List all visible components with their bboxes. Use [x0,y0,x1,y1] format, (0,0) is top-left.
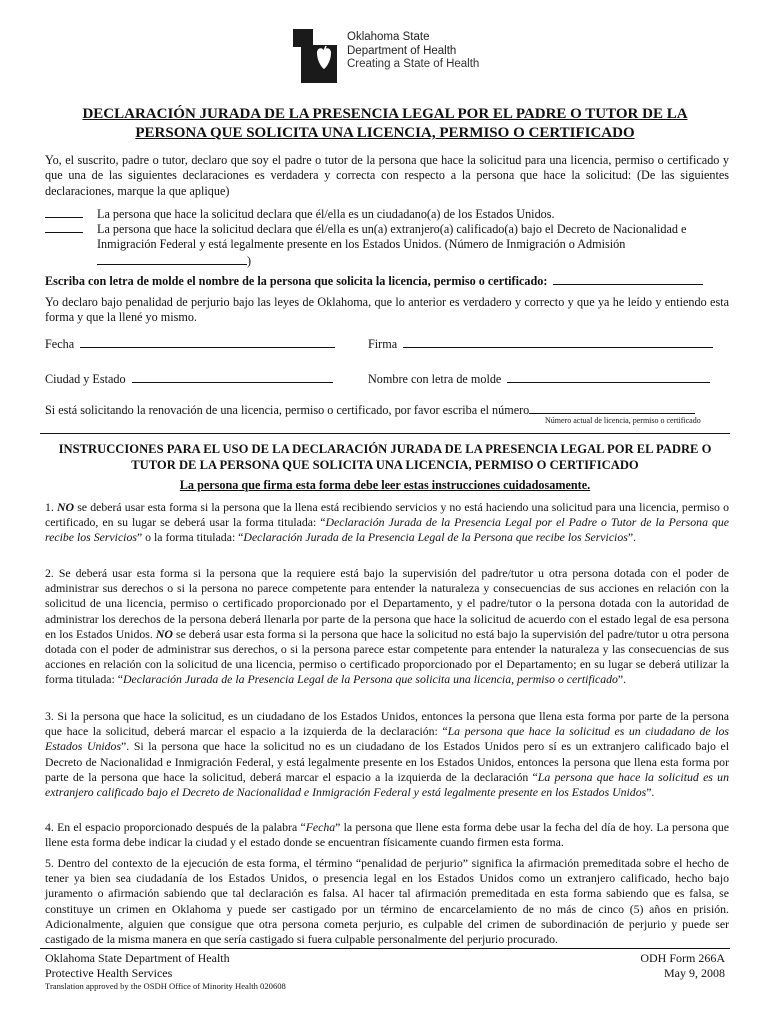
footer-left [45,951,230,981]
instruction-1-number: 1. [45,500,54,514]
instructions-title-line-1: INSTRUCCIONES PARA EL USO DE LA DECLARACIÓN JURADA DE LA PRESENCIA LEGAL POR EL PADRE O [58,442,712,456]
signature-label: Firma [368,337,398,351]
form-number: ODH Form 266A [640,951,725,965]
instructions-title [40,441,730,473]
city-state-label: Ciudad y Estado [45,372,126,386]
print-name-label: Escriba con letra de molde el nombre de la persona que solicita la licencia, permiso o certificado: [45,274,548,288]
option-qualified-alien [45,222,729,269]
date-row [45,335,335,352]
instruction-3-text-c: ”. [646,785,655,800]
option-citizen-text: La persona que hace la solicitud declara que él/ella es un ciudadano(a) de los Estados Unidos. [97,207,555,221]
instruction-1-form-title-2: Declaración Jurada de la Presencia Legal de la Persona que recibe los Servicios [243,530,628,545]
print-name-field[interactable] [553,272,703,285]
print-name-row [45,272,703,289]
footer-divider [40,948,730,949]
org-line-2: Department of Health [347,44,457,57]
instruction-4-date-word: Fecha [305,820,336,834]
admission-number-field[interactable] [97,253,247,265]
instruction-2-text-a: Se deberá usar esta forma si la persona que la requiere está bajo la supervisión del padre/tutor u otra persona dotada con el poder de administrar sus derechos o si la persona no parece competente para entender la naturaleza y consecuencias de sus acciones en relación con la solicitud de una licencia, permiso o certificado proporcionado por el Departamento, y el padre/tutor o la persona dotada con la autoridad de administrar los derechos de la persona deberá llenarla por parte de la persona que hace la solicitud de acuerdo con el estado legal de esa persona en los Estados Unidos. [45,566,729,641]
oklahoma-state-icon [291,27,339,85]
instruction-1-emphasis: NO [57,500,75,514]
form-title [40,105,730,143]
checkbox-line-alien[interactable] [45,232,83,233]
printed-name-label: Nombre con letra de molde [368,372,502,386]
osdh-logo [291,27,491,89]
instruction-4 [45,820,729,850]
instruction-2-form-title: Declaración Jurada de la Presencia Legal de la Persona que solicita una licencia, permiso o certificado [122,672,618,687]
form-title-line-1: DECLARACIÓN JURADA DE LA PRESENCIA LEGAL POR EL PADRE O TUTOR DE LA [82,106,688,122]
instruction-1-text-c: ”. [627,530,637,545]
instruction-2-emphasis: NO [155,626,173,641]
instructions-title-line-2: TUTOR DE LA PERSONA QUE SOLICITA UNA LICENCIA, PERMISO O CERTIFICADO [131,458,639,472]
instruction-3-statement-1: La persona que hace la solicitud es un ciudadano de los Estados Unidos [45,724,729,754]
instruction-5 [45,856,729,947]
printed-name-field[interactable] [507,370,710,383]
instruction-1-form-title-1: Declaración Jurada de la Presencia Legal por el Padre o Tutor de la Persona que recibe los Servicios [45,515,729,545]
instruction-2-number: 2. [45,566,54,580]
instruction-4-text-b: ” la persona que llene esta forma debe usar la fecha del día de hoy. La persona que llene esta forma debe indicar la ciudad y el estado donde se encuentran físicamente cuando firmen esta forma. [45,820,729,850]
instruction-3-text-a: Si la persona que hace la solicitud, es un ciudadano de los Estados Unidos, entonces la persona que llena esta forma por parte de la persona que hace la solicitud, deberá marcar el espacio a la izquierda de la declaración: “ [45,709,730,739]
signature-field[interactable] [403,335,713,348]
instruction-2-text-b: se deberá usar esta forma si la persona que hace la solicitud no está bajo la supervisión del padre/tutor u otra persona dotada con el poder de administrar sus derechos, o si la persona parece estar competente para entender la naturaleza y las consecuencias de sus acciones en relación con la solicitud de una licencia, permiso o certificado proporcionado por el Departamento; en su lugar se deberá utilizar la forma titulada: “ [45,626,730,687]
instruction-1 [45,500,729,546]
organization-name [347,31,479,72]
footer-right [640,951,725,981]
footer-division: Protective Health Services [45,966,173,980]
instruction-1-text-b: ” o la forma titulada: “ [136,530,244,545]
option-alien-closing: ) [247,253,252,268]
org-line-1: Oklahoma State [347,31,430,43]
footer-department: Oklahoma State Department of Health [45,951,230,965]
renewal-label: Si está solicitando la renovación de una licencia, permiso o certificado, por favor escriba el número [45,403,530,417]
intro-paragraph: Yo, el suscrito, padre o tutor, declaro que soy el padre o tutor de la persona que hace la solicitud para una licencia, permiso o certificado y que una de las siguientes declaraciones es verdadera y correcta con respecto a la persona que hace la solicitud: (De las siguientes declaraciones, marque la que aplique) [45,153,729,198]
instruction-3-text-b: ”. Si la persona que hace la solicitud no es un ciudadano de los Estados Unidos pero sí es un extranjero calificado bajo el Decreto de Nacionalidad e Inmigración Federal, y está legalmente presente en los Estados Unidos, entonces la persona que llena esta forma por parte de la persona que hace la solicitud, deberá marcar el espacio a la izquierda de la declaración “ [45,739,729,784]
footer-translation-note: Translation approved by the OSDH Office of Minority Health 020608 [45,981,286,991]
instruction-4-text-a: En el espacio proporcionado después de la palabra “ [57,820,306,834]
perjury-statement: Yo declaro bajo penalidad de perjurio bajo las leyes de Oklahoma, que lo anterior es verdadero y correcto y que ya he leído y entiendo esta forma y que la llené yo mismo. [45,295,729,325]
org-tagline: Creating a State of Health [347,58,480,70]
instruction-2 [45,566,729,688]
instruction-1-text-a: se deberá usar esta forma si la persona que la llena está recibiendo servicios y no está haciendo una solicitud para una licencia, permiso o certificado, en su lugar se deberá usar la forma titulada: “ [45,500,729,530]
license-number-field[interactable] [529,401,695,414]
option-citizen [45,207,729,222]
date-field[interactable] [80,335,335,348]
renewal-caption: Número actual de licencia, permiso o certificado [545,416,701,425]
instruction-3 [45,709,729,800]
instruction-3-number: 3. [45,709,54,723]
form-title-line-2: PERSONA QUE SOLICITA UNA LICENCIA, PERMISO O CERTIFICADO [135,125,635,141]
instruction-2-text-c: ”. [617,672,627,687]
instruction-3-statement-2: La persona que hace la solicitud es un extranjero calificado bajo el Decreto de Nacionalidad e Inmigración Federal y está legalmente presente en los Estados Unidos [45,769,729,800]
instructions-subtitle: La persona que firma esta forma debe leer estas instrucciones cuidadosamente. [179,478,591,492]
checkbox-line-citizen[interactable] [45,217,83,218]
date-label: Fecha [45,337,75,351]
city-state-field[interactable] [132,370,333,383]
instruction-4-number: 4. [45,820,54,834]
section-divider [40,433,730,434]
instruction-5-text: Dentro del contexto de la ejecución de esta forma, el término “penalidad de perjurio” significa la afirmación premeditada sobre el hecho de tener ya bien sea ciudadanía de los Estados Unidos, o presencia legal en los Estados Unidos como un extranjero calificado, hecho bajo juramento o afirmación sabiendo que tal declaración es falsa. Al hacer tal afirmación premeditada en esta forma sabiendo que es falsa, se constituye un crimen en Oklahoma y puede ser castigado por un término de encarcelamiento de no más de cinco (5) años en prisión. Adicionalmente, alguien que consigue que otra persona cometa perjurio, es culpable del crimen de subordinación de perjurio y puede ser castigado de la misma manera en que sería castigado si fuera culpable personalmente del perjurio procurado. [45,856,729,947]
signature-row [368,335,713,352]
city-state-row [45,370,333,387]
form-date: May 9, 2008 [664,966,725,980]
printed-name-row [368,370,710,387]
option-alien-text: La persona que hace la solicitud declara que él/ella es un(a) extranjero(a) calificado(a) bajo el Decreto de Nacionalidad e Inmigración Federal y está legalmente presente en los Estados Unidos. (Número de Inmigración o Admisión [97,222,687,252]
instruction-5-number: 5. [45,856,54,870]
